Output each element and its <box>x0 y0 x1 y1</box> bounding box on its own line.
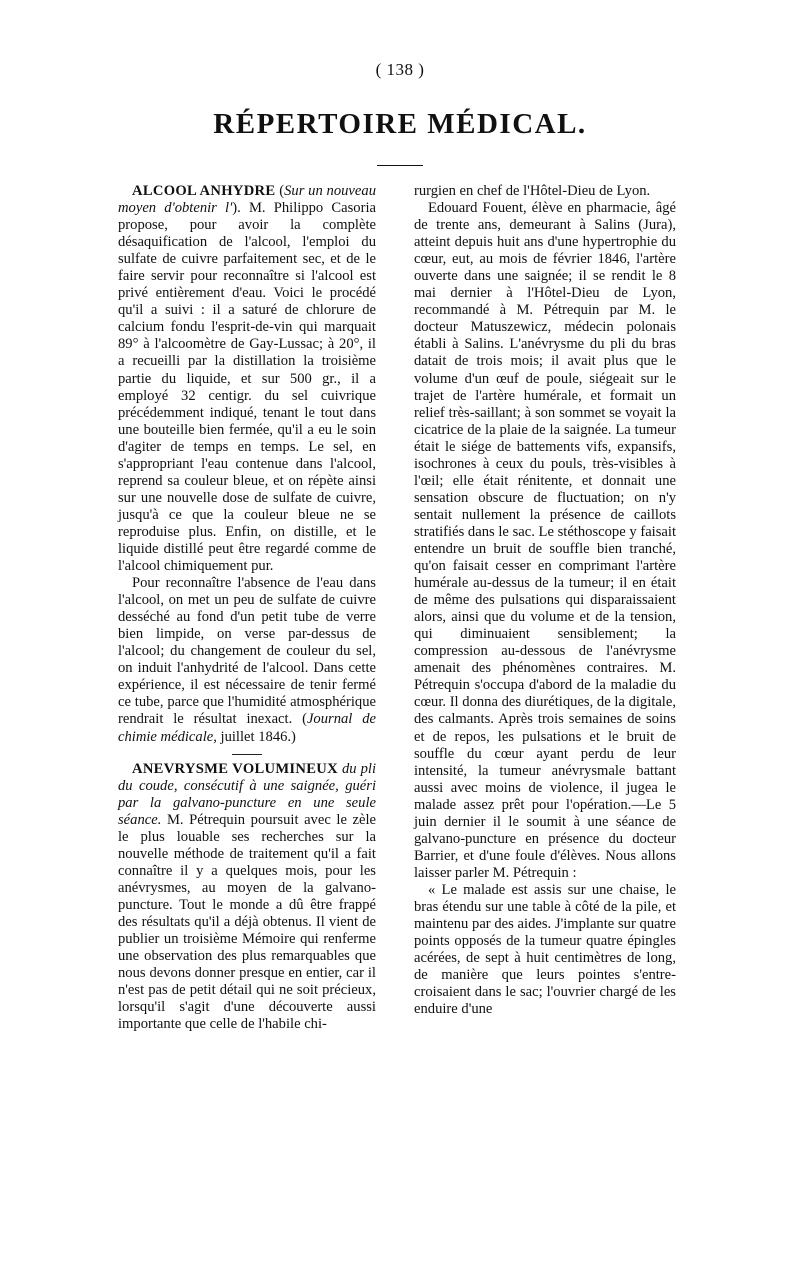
right-column-paragraph-2: « Le malade est assis sur une chaise, le bras étendu sur une table à côté de la pile, et maintenu par des aides. J'implante sur quatre points opposés de la tumeur quatre épingles acérées, de sept à huit centimètres de long, de manière que leurs pointes s'entre-croisaient dans le sac; l'ouvrier chargé de les enduire d'une <box>414 881 676 1018</box>
article-anevrysme-heading: ANEVRYSME VOLUMINEUX <box>132 760 338 777</box>
article-alcool-subtitle: Sur un nouveau moyen d'obtenir l' <box>118 183 376 217</box>
article-alcool-subtitle-open: ( <box>279 183 285 199</box>
article-alcool-body-1: M. Philippo Casoria propose, pour avoir la complète désaquification de l'alcool, l'emploi du sulfate de cuivre parfaitement sec, et de le faire servir pour reconnaître si l'alcool est privé entièrement d'eau. Voici le procédé qu'il a suivi : il a saturé de chlorure de calcium fondu l'esprit-de-vin qui marquait 89° à l'alcoomètre de Gay-Lussac; à 20°, il a recueilli par la distillation la troisième partie du liquide, et sur 500 gr., il a employé 32 centigr. du sel cuivrique précédemment indiqué, tenant le tout dans une bouteille bien fermée, qu'il a eu le soin d'agiter de temps en temps. Le sel, en s'appropriant l'eau contenue dans l'alcool, reprend sa couleur bleue, et on répète ainsi sur une nouvelle dose de sulfate de cuivre, jusqu'à ce que la couleur bleue ne se reproduise plus. Enfin, on distille, et le liquide distillé peut être regardé comme de l'alcool chimiquement pur. <box>118 200 376 575</box>
left-column <box>118 183 376 1033</box>
page-title: RÉPERTOIRE MÉDICAL. <box>213 108 587 140</box>
article-anevrysme-body-1: M. Pétrequin poursuit avec le zèle le plus louable ses recherches sur la nouvelle méthode de traitement qu'il a fait connaître il y a quelques mois, pour les anévrysmes, au moyen de la galvano-puncture. Tout le monde a dû être frappé des résultats qu'il a déjà obtenus. Il vient de publier un troisième Mémoire qui renferme une observation des plus remarquables que nous devons donner presque en entier, car il n'est pas de petit détail qui ne soit précieux, lorsqu'il s'agit d'une découverte aussi importante que celle de l'habile chi- <box>118 811 376 1033</box>
page-number: ( 138 ) <box>375 60 425 79</box>
article-alcool-citation-end: juillet 1846.) <box>216 728 296 745</box>
article-anevrysme-subtitle: du pli du coude, consécutif à une saignée, guéri par la galvano-puncture en une seule séance. <box>118 760 376 828</box>
article-alcool-subtitle-close: ). <box>232 200 241 217</box>
article-alcool-citation: Journal de chimie médicale, <box>118 711 376 745</box>
article-anevrysme-paragraph-1 <box>118 761 376 1034</box>
article-alcool-paragraph-2 <box>118 575 376 745</box>
title-divider <box>377 165 423 166</box>
article-alcool-heading: ALCOOL ANHYDRE <box>132 183 276 199</box>
right-column-paragraph-1: Edouard Fouent, élève en pharmacie, âgé de trente ans, demeurant à Salins (Jura), atteint depuis huit ans d'une hypertrophie du cœur, eut, au mois de février 1846, l'artère ouverte dans une saignée; il se rendit le 8 mai dernier à l'Hôtel-Dieu de Lyon, recommandé à M. Pétrequin par M. le docteur Matuszewicz, médecin polonais établi à Salins. L'anévrysme du pli du bras datait de trois mois; il avait plus que le volume d'un œuf de poule, siégeait sur le trajet de l'artère humérale, et formait un relief très-saillant; à son sommet se voyait la cicatrice de la plaie de la saignée. La tumeur était le siége de battements vifs, expansifs, isochrones à ceux du pouls, très-visibles à l'œil; elle était rénitente, et donnait une sensation obscure de fluctuation; on n'y sentait nullement la présence de caillots stratifiés dans le sac. Le stéthoscope y faisait entendre un bruit de souffle bien tranché, qu'on faisait cesser en comprimant l'artère humérale au-dessus de la tumeur; il en était de même des pulsations qui disparaissaient alors, ainsi que du volume et de la tension, qui diminuaient sensiblement; la compression au-dessous de l'anévrysme amenait des phénomènes contraires. M. Pétrequin s'occupa d'abord de la maladie du cœur. Il donna des diurétiques, de la digitale, des calmants. Après trois semaines de soins et de repos, les pulsations et le bruit de souffle du cœur ayant perdu de leur intensité, la tumeur anévrysmale battant aussi avec moins de violence, il jugea le malade assez prêt pour l'opération.—Le 5 juin dernier il le soumit à une séance de galvano-puncture en présence du docteur Barrier, et d'une foule d'élèves. Nous allons laisser parler M. Pétrequin : <box>414 200 676 881</box>
article-alcool-body-2: Pour reconnaître l'absence de l'eau dans l'alcool, on met un peu de sulfate de cuivre desséché au fond d'un petit tube de verre bien limpide, on verse par-dessus de l'alcool; du changement de couleur du sel, on induit l'anhydrité de l'alcool. Dans cette expérience, il est nécessaire de tenir fermé ce tube, parce que l'humidité atmosphérique rendrait le résultat inexact. ( <box>118 575 376 728</box>
article-alcool-paragraph-1 <box>118 183 376 575</box>
article-separator <box>232 754 262 755</box>
right-column <box>414 183 676 1018</box>
right-column-continuation: rurgien en chef de l'Hôtel-Dieu de Lyon. <box>414 183 651 199</box>
